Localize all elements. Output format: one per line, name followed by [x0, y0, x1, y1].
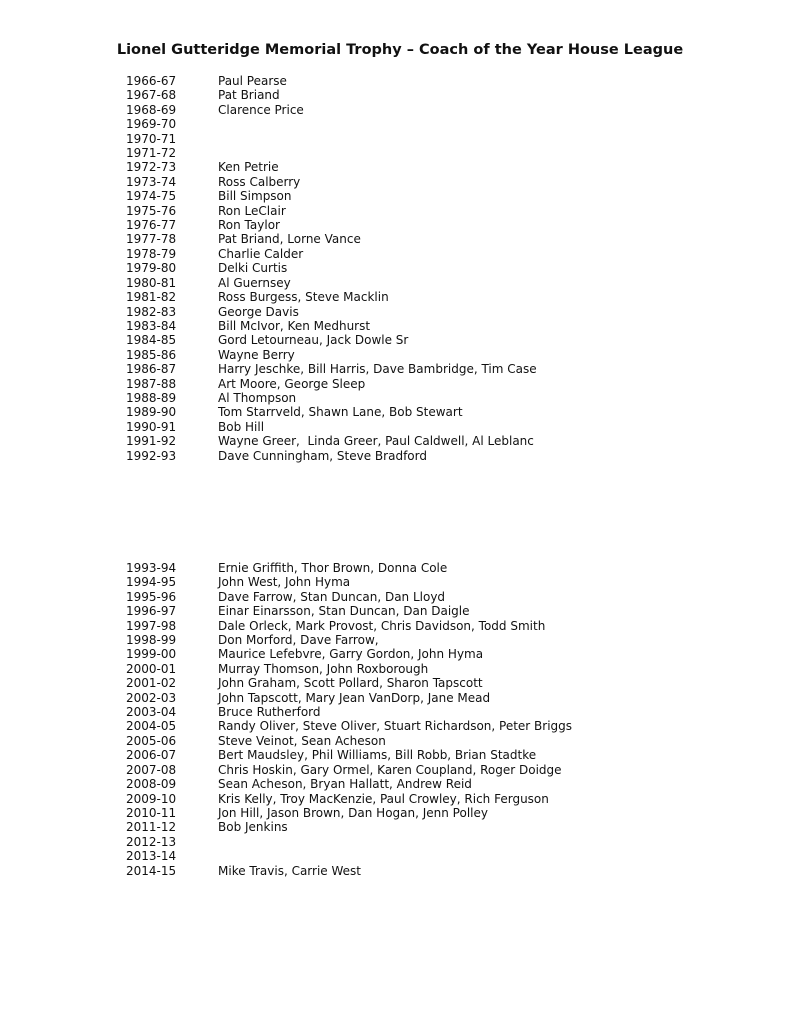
season-label: 1976-77: [126, 218, 177, 233]
season-label: 1990-91: [126, 419, 177, 434]
coach-names: Al Guernsey: [218, 275, 291, 290]
coach-names: George Davis: [218, 304, 299, 319]
season-label: 1992-93: [126, 448, 177, 463]
coach-names: John Tapscott, Mary Jean VanDorp, Jane Mead: [218, 690, 491, 705]
award-row: [126, 160, 537, 174]
season-label: 2001-02: [126, 676, 177, 691]
award-row: [126, 247, 537, 261]
award-row: [126, 290, 537, 304]
coach-names: Ernie Griffith, Thor Brown, Donna Cole: [218, 561, 448, 575]
award-row: [126, 420, 537, 434]
coach-names: Tom Starrveld, Shawn Lane, Bob Stewart: [218, 405, 463, 420]
coach-names: Maurice Lefebvre, Garry Gordon, John Hyma: [218, 647, 484, 662]
award-row: [126, 719, 572, 733]
award-row: [126, 619, 572, 633]
award-row: [126, 691, 572, 705]
season-label: 1979-80: [126, 261, 177, 276]
season-label: 1991-92: [126, 434, 177, 449]
award-row: [126, 391, 537, 405]
season-label: 1968-69: [126, 102, 177, 117]
coach-names: Don Morford, Dave Farrow,: [218, 633, 379, 648]
season-label: 1977-78: [126, 232, 177, 247]
season-label: 1999-00: [126, 647, 177, 662]
coach-names: Pat Briand, Lorne Vance: [218, 232, 361, 247]
season-label: 1970-71: [126, 131, 177, 146]
award-row: [126, 806, 572, 820]
award-row: [126, 218, 537, 232]
coach-names: Art Moore, George Sleep: [218, 376, 366, 391]
season-label: 1985-86: [126, 347, 177, 362]
award-row: [126, 132, 537, 146]
season-label: 1969-70: [126, 117, 177, 132]
coach-names: Al Thompson: [218, 390, 297, 405]
coach-names: Charlie Calder: [218, 246, 304, 261]
award-row: [126, 117, 537, 131]
season-label: 1993-94: [126, 561, 177, 575]
award-row: [126, 204, 537, 218]
season-label: 1972-73: [126, 160, 177, 175]
season-label: 2013-14: [126, 849, 177, 864]
season-label: 1982-83: [126, 304, 177, 319]
award-row: [126, 705, 572, 719]
season-label: 2011-12: [126, 820, 177, 835]
award-row: [126, 362, 537, 376]
season-label: 2014-15: [126, 863, 177, 878]
award-row: [126, 561, 572, 575]
award-row: [126, 348, 537, 362]
award-row: [126, 434, 537, 448]
award-row: [126, 276, 537, 290]
award-row: [126, 405, 537, 419]
season-label: 1997-98: [126, 618, 177, 633]
coach-names: Pat Briand: [218, 88, 280, 103]
coach-names: Bert Maudsley, Phil Williams, Bill Robb, Brian Stadtke: [218, 748, 537, 763]
season-label: 2002-03: [126, 690, 177, 705]
award-row: [126, 676, 572, 690]
award-row: [126, 864, 572, 878]
season-label: 1986-87: [126, 362, 177, 377]
coach-names: Sean Acheson, Bryan Hallatt, Andrew Reid: [218, 777, 472, 792]
award-row: [126, 820, 572, 834]
season-label: 2004-05: [126, 719, 177, 734]
season-label: 1971-72: [126, 146, 177, 161]
coach-names: Ron Taylor: [218, 218, 280, 233]
award-row: [126, 590, 572, 604]
award-row: [126, 74, 537, 88]
coach-names: Dave Farrow, Stan Duncan, Dan Lloyd: [218, 589, 446, 604]
award-row: [126, 305, 537, 319]
coach-names: Bob Hill: [218, 419, 265, 434]
coach-names: Ken Petrie: [218, 160, 279, 175]
coach-names: John Graham, Scott Pollard, Sharon Tapscott: [218, 676, 483, 691]
season-label: 2000-01: [126, 661, 177, 676]
season-label: 1984-85: [126, 333, 177, 348]
award-row: [126, 319, 537, 333]
coach-names: Steve Veinot, Sean Acheson: [218, 733, 386, 748]
coach-names: Jon Hill, Jason Brown, Dan Hogan, Jenn Polley: [218, 805, 488, 820]
coach-names: Mike Travis, Carrie West: [218, 863, 361, 878]
season-label: 1966-67: [126, 74, 177, 88]
season-label: 1981-82: [126, 290, 177, 305]
season-label: 1980-81: [126, 275, 177, 290]
season-label: 1967-68: [126, 88, 177, 103]
season-label: 1998-99: [126, 633, 177, 648]
award-row: [126, 734, 572, 748]
award-row: [126, 604, 572, 618]
award-row: [126, 377, 537, 391]
season-label: 1983-84: [126, 318, 177, 333]
award-row: [126, 449, 537, 463]
award-row: [126, 633, 572, 647]
coach-names: Bruce Rutherford: [218, 705, 321, 720]
coach-names: Harry Jeschke, Bill Harris, Dave Bambridge, Tim Case: [218, 362, 537, 377]
season-label: 1973-74: [126, 174, 177, 189]
coach-names: Bob Jenkins: [218, 820, 288, 835]
award-row: [126, 175, 537, 189]
season-label: 2012-13: [126, 834, 177, 849]
coach-names: Gord Letourneau, Jack Dowle Sr: [218, 333, 409, 348]
award-row: [126, 103, 537, 117]
coach-names: Chris Hoskin, Gary Ormel, Karen Coupland, Roger Doidge: [218, 762, 562, 777]
award-row: [126, 232, 537, 246]
coach-names: Bill McIvor, Ken Medhurst: [218, 318, 371, 333]
award-row: [126, 748, 572, 762]
coach-names: Ron LeClair: [218, 203, 286, 218]
coach-names: Kris Kelly, Troy MacKenzie, Paul Crowley, Rich Ferguson: [218, 791, 549, 806]
season-label: 2006-07: [126, 748, 177, 763]
page-title: Lionel Gutteridge Memorial Trophy – Coach of the Year House League: [116, 42, 684, 58]
coach-names: Einar Einarsson, Stan Duncan, Dan Daigle: [218, 604, 470, 619]
award-row: [126, 647, 572, 661]
award-row: [126, 88, 537, 102]
award-row: [126, 575, 572, 589]
season-label: 1987-88: [126, 376, 177, 391]
season-label: 2008-09: [126, 777, 177, 792]
season-label: 1995-96: [126, 589, 177, 604]
coach-names: Clarence Price: [218, 102, 304, 117]
coach-names: Dale Orleck, Mark Provost, Chris Davidson, Todd Smith: [218, 618, 546, 633]
award-row: [126, 849, 572, 863]
season-label: 1989-90: [126, 405, 177, 420]
coach-names: John West, John Hyma: [218, 575, 351, 590]
award-row: [126, 261, 537, 275]
season-label: 1978-79: [126, 246, 177, 261]
season-label: 2005-06: [126, 733, 177, 748]
award-row: [126, 333, 537, 347]
award-row: [126, 835, 572, 849]
season-label: 2003-04: [126, 705, 177, 720]
season-label: 1975-76: [126, 203, 177, 218]
coach-names: Wayne Greer, Linda Greer, Paul Caldwell, Al Leblanc: [218, 434, 534, 449]
coach-names: Delki Curtis: [218, 261, 288, 276]
award-row: [126, 146, 537, 160]
award-row: [126, 763, 572, 777]
season-label: 1996-97: [126, 604, 177, 619]
season-label: 2009-10: [126, 791, 177, 806]
coach-names: Bill Simpson: [218, 189, 292, 204]
coach-names: Murray Thomson, John Roxborough: [218, 661, 429, 676]
award-list-section-1: [126, 74, 537, 463]
award-row: [126, 777, 572, 791]
award-row: [126, 792, 572, 806]
award-list-section-2: [126, 561, 572, 878]
coach-names: Dave Cunningham, Steve Bradford: [218, 448, 427, 463]
season-label: 1988-89: [126, 390, 177, 405]
coach-names: Paul Pearse: [218, 74, 287, 88]
coach-names: Wayne Berry: [218, 347, 295, 362]
season-label: 1994-95: [126, 575, 177, 590]
award-row: [126, 662, 572, 676]
season-label: 2007-08: [126, 762, 177, 777]
season-label: 1974-75: [126, 189, 177, 204]
coach-names: Ross Calberry: [218, 174, 301, 189]
award-row: [126, 189, 537, 203]
coach-names: Ross Burgess, Steve Macklin: [218, 290, 389, 305]
season-label: 2010-11: [126, 805, 177, 820]
coach-names: Randy Oliver, Steve Oliver, Stuart Richardson, Peter Briggs: [218, 719, 573, 734]
